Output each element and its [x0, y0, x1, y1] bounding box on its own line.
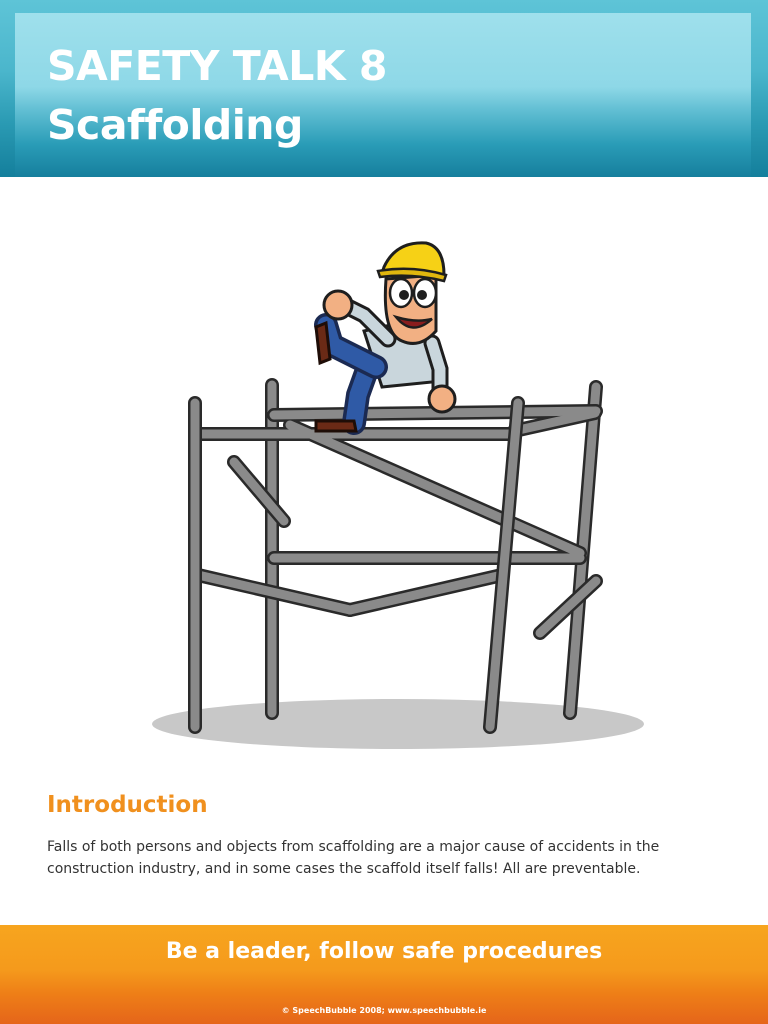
page-title: SAFETY TALK 8: [47, 42, 387, 90]
footer-slogan: Be a leader, follow safe procedures: [165, 939, 603, 964]
introduction-heading: Introduction: [47, 792, 208, 818]
page-subtitle: Scaffolding: [47, 101, 303, 149]
introduction-body: Falls of both persons and objects from scaffolding are a major cause of accidents in the construction industry, and in some cases the scaffold itself falls! All are preventable.: [47, 839, 660, 877]
worker-on-scaffolding-illustration: [150, 235, 660, 755]
footer-banner: [0, 925, 768, 1024]
worker-figure: [316, 243, 455, 431]
header-panel: [15, 13, 751, 177]
footer-copyright: © SpeechBubble 2008; www.speechbubble.ie: [281, 1006, 487, 1015]
header-banner: [0, 0, 768, 177]
